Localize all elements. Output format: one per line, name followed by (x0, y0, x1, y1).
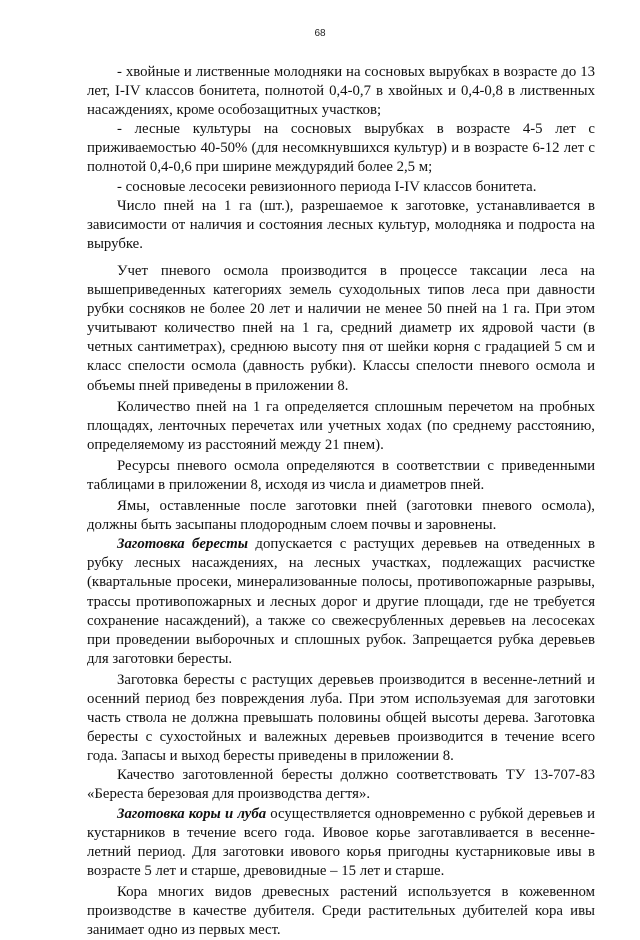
paragraph: - лесные культуры на сосновых вырубках в возрасте 4-5 лет с приживаемостью 40-50% (для несомкнувшихся культур) и в возрасте 6-12 лет с полнотой 0,4-0,6 при ширине междурядий более 2,5 м; (87, 121, 595, 176)
paragraph-lead: Заготовка коры и луба (117, 805, 267, 822)
paragraph-zagotovka-beresty (87, 535, 595, 669)
paragraph: - сосновые лесосеки ревизионного периода I-IV классов бонитета. (117, 178, 537, 195)
document-body (87, 63, 595, 940)
paragraph: Качество заготовленной бересты должно соответствовать ТУ 13-707-83 «Береста березовая для производства дегтя». (87, 767, 595, 803)
paragraph-text: осуществляется одновременно с рубкой деревьев и кустарников в течение всего года. Ивовое корье заготавливается в весенне-летний период. Для заготовки ивового корья пригодны кустарниковые ивы в возрасте 5 лет и старше, древовидные – 15 лет и старше. (87, 805, 596, 879)
paragraph-lead: Заготовка бересты (117, 536, 249, 553)
paragraph: Количество пней на 1 га определяется сплошным перечетом на пробных площадях, ленточных перечетах или учетных ходах (по среднему расстоянию, определяемому из расстояний между 21 пнем). (87, 398, 595, 453)
page-number: 68 (314, 28, 326, 39)
paragraph: Ресурсы пневого осмола определяются в соответствии с приведенными таблицами в приложении 8, исходя из числа и диаметров пней. (87, 457, 595, 493)
paragraph: Заготовка бересты с растущих деревьев производится в весенне-летний и осенний период без повреждения луба. При этом используемая для заготовки часть ствола не должна превышать половины общей высоты дерева. Заготовка бересты с сухостойных и валежных деревьев производится в течение всего года. Запасы и выход бересты приведены в приложении 8. (87, 671, 595, 765)
paragraph: Учет пневого осмола производится в процессе таксации леса на вышеприведенных категориях земель суходольных типов леса при давности рубки сосняков не более 20 лет и наличии не менее 50 пней на 1 га. При этом учитывают количество пней на 1 га, средний диаметр их ядровой части (в четных сантиметрах), среднюю высоту пня от шейки корня с градацией 5 см и класс спелости осмола (давность рубки). Классы спелости пневого осмола и объемы пней приведены в приложении 8. (87, 262, 595, 394)
paragraph: Кора многих видов древесных растений используется в кожевенном производстве в качестве дубителя. Среди растительных дубителей кора ивы занимает одно из первых мест. (87, 883, 595, 939)
paragraph-text: допускается с растущих деревьев на отведенных в рубку лесных насаждениях, на лесных участках, подлежащих расчистке (квартальные просеки, минерализованные полосы, противопожарные разрывы, трассы противопожарных и лесных дорог и другие площади, где не требуется сохранение насаждений), а также со свежесрубленных деревьев на лесосеках при проведении выборочных и сплошных рубок. Запрещается рубка деревьев для заготовки бересты. (87, 536, 595, 667)
paragraph: - хвойные и лиственные молодняки на сосновых вырубках в возрасте до 13 лет, I-IV классов бонитета, полнотой 0,4-0,7 в хвойных и 0,4-0,8 в лиственных насаждениях, кроме особозащитных участков; (87, 64, 595, 119)
paragraph: Ямы, оставленные после заготовки пней (заготовки пневого осмола), должны быть засыпаны плодородным слоем почвы и заровнены. (87, 498, 595, 534)
paragraph: Число пней на 1 га (шт.), разрешаемое к заготовке, устанавливается в зависимости от наличия и состояния лесных культур, молодняка и подроста на вырубке. (87, 197, 595, 252)
paragraph-zagotovka-kory (87, 805, 595, 881)
